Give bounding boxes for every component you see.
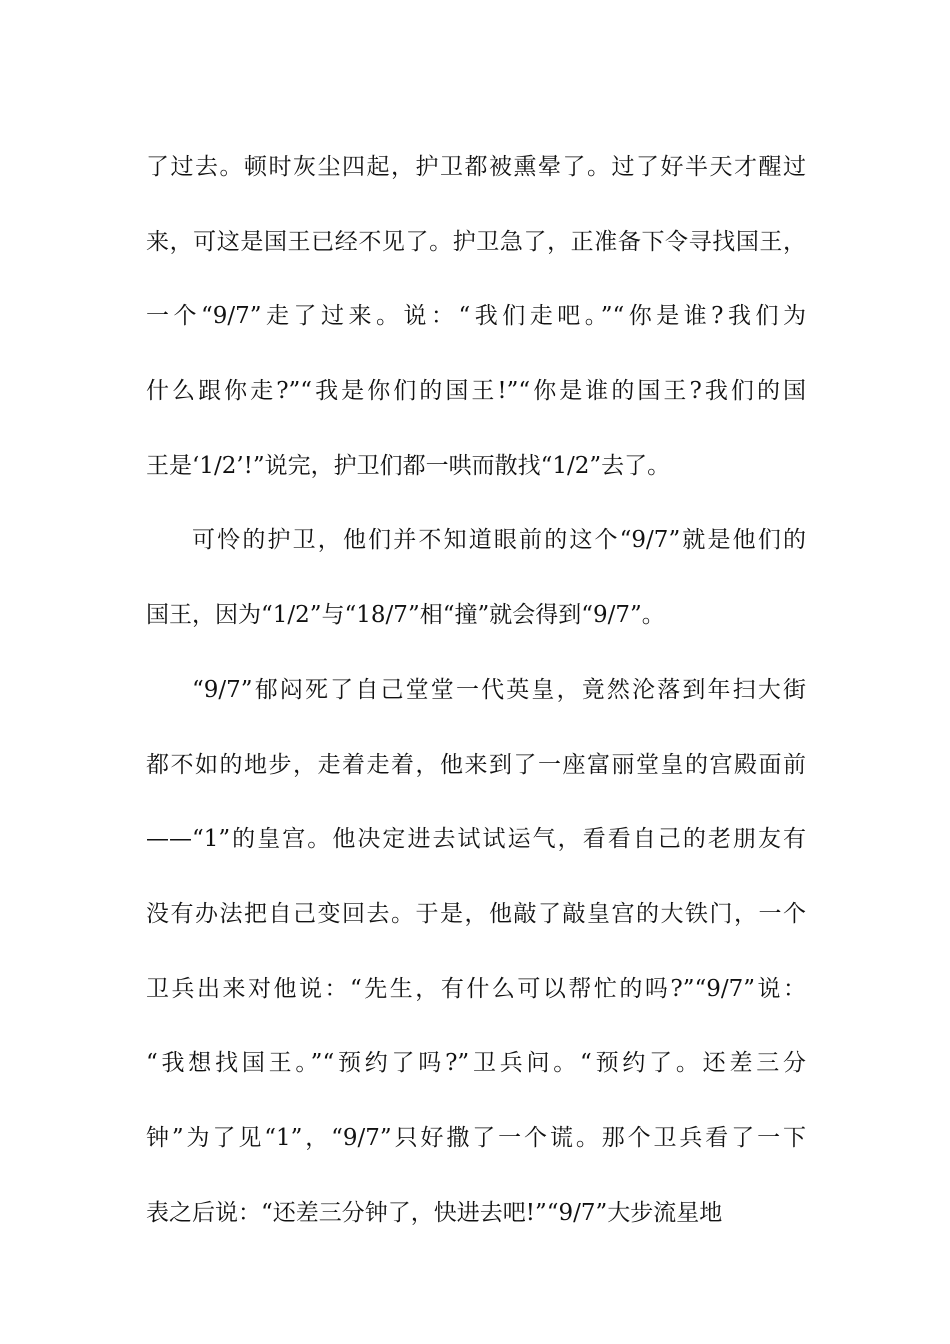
- text-line: 王是‘1/2’!”说完，护卫们都一哄而散找“1/2”去了。: [146, 452, 671, 479]
- text-line: ——“1”的皇宫。他决定进去试试运气，看看自己的老朋友有: [146, 826, 806, 853]
- text-line: “9/7”郁闷死了自己堂堂一代英皇，竟然沦落到年扫大街: [192, 676, 806, 703]
- text-line: 可怜的护卫，他们并不知道眼前的这个“9/7”就是他们的: [192, 527, 806, 554]
- text-line: 了过去。顿时灰尘四起，护卫都被熏晕了。过了好半天才醒过: [146, 154, 806, 180]
- story-text: [146, 130, 806, 1250]
- text-line: 没有办法把自己变回去。于是，他敲了敲皇宫的大铁门，一个: [146, 900, 806, 927]
- text-line: 国王，因为“1/2”与“18/7”相“撞”就会得到“9/7”。: [146, 602, 665, 629]
- text-line: 卫兵出来对他说：“先生，有什么可以帮忙的吗?”“9/7”说：: [146, 975, 806, 1002]
- text-line: 钟”为了见“1”，“9/7”只好撒了一个谎。那个卫兵看了一下: [146, 1124, 806, 1151]
- text-line: 表之后说：“还差三分钟了，快进去吧!”“9/7”大步流星地: [146, 1199, 723, 1226]
- text-line: “我想找国王。”“预约了吗?”卫兵问。“预约了。还差三分: [146, 1050, 806, 1077]
- text-line: 什么跟你走?”“我是你们的国王!”“你是谁的国王?我们的国: [146, 378, 806, 405]
- text-line: 一个“9/7”走了过来。说：“我们走吧。”“你是谁?我们为: [146, 303, 806, 330]
- text-line: 都不如的地步，走着走着，他来到了一座富丽堂皇的宫殿面前: [146, 751, 806, 778]
- text-line: 来，可这是国王已经不见了。护卫急了，正准备下令寻找国王，: [146, 228, 806, 255]
